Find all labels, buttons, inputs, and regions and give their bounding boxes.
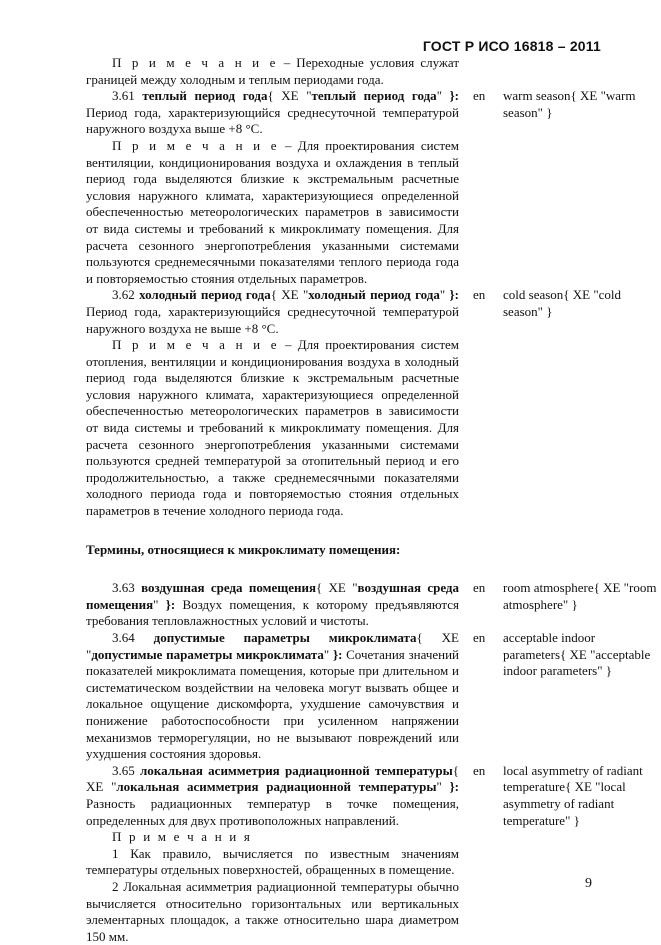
- notes-label: П р и м е ч а н и я: [112, 829, 253, 845]
- note-item-2: 2 Локальная асимметрия радиационной температуры обычно вычисляется относительно горизонтальных или вертикальных элементарных площадок, а также относительно шара диаметром 150 мм.: [86, 878, 459, 944]
- page-number: 9: [585, 876, 592, 891]
- english-equivalent: cold season{ XE "cold season" }: [503, 287, 622, 319]
- english-equivalent: room atmosphere{ XE "room atmosphere" }: [503, 580, 657, 612]
- language-code: en: [473, 287, 486, 303]
- section-heading-row: [86, 542, 660, 559]
- language-code: en: [473, 630, 486, 645]
- term-name: теплый период года: [142, 88, 268, 104]
- term-name: воздушная среда помещения: [141, 580, 316, 596]
- note-paragraph: П р и м е ч а н и е – Переходные условия служат границей между холодным и теплым периодами года.: [86, 55, 459, 87]
- note-transition-block: [86, 55, 660, 88]
- page-body: [86, 55, 660, 945]
- term-definition: 3.63 воздушная среда помещения{ XE "воздушная среда помещения" }: Воздух помещения, к которому предъявляются требования тепловлажностных условий и чистоты.: [86, 580, 460, 629]
- term-name: локальная асимметрия радиационной температуры: [140, 762, 453, 778]
- term-entry-3-65: [86, 763, 660, 945]
- english-equivalent: acceptable indoor parameters{ XE "acceptable indoor parameters" }: [503, 630, 651, 679]
- term-entry-3-63: [86, 580, 660, 630]
- note-paragraph: П р и м е ч а н и е – Для проектирования систем вентиляции, кондиционирования воздуха и охлаждения в теплый период года выделяются близкие к экстремальным расчетные условия наружного климата, характеризующиеся определенной обеспеченностью метеорологических параметров в зависимости от вида системы и требований к микроклимату помещения. Для расчета сезонного энергопотребления указанными системами пользуются среднемесячными показателями теплого периода года и повторяемостью стояния отдельных параметров.: [86, 137, 459, 286]
- language-code: en: [473, 762, 486, 778]
- note-item-1: 1 Как правило, вычисляется по известным значениям температуры отдельных поверхностей, обращенных в помещение.: [86, 845, 459, 878]
- document-standard-header: ГОСТ Р ИСО 16818 – 2011: [422, 38, 601, 54]
- english-equivalent: warm season{ XE "warm season" }: [503, 88, 636, 120]
- term-entry-3-64: [86, 630, 660, 763]
- term-definition: 3.61 теплый период года{ XE "теплый период года" }: Период года, характеризующийся среднесуточной температурой наружного воздуха выше +8 °С.: [86, 88, 460, 137]
- term-entry-3-61: [86, 88, 660, 287]
- term-definition: 3.62 холодный период года{ XE "холодный период года" }: Период года, характеризующийся среднесуточной температурой наружного воздуха не выше +8 °С.: [86, 287, 459, 336]
- term-name: холодный период года: [139, 287, 271, 303]
- english-equivalent: local asymmetry of radiant temperature{ XE "local asymmetry of radiant temperature" }: [503, 762, 643, 828]
- term-entry-3-62: [86, 287, 660, 519]
- term-definition: 3.65 локальная асимметрия радиационной температуры{ XE "локальная асимметрия радиационной температуры" }: Разность радиационных температур в точке помещения, определенных для двух противоположных направлений.: [86, 762, 460, 828]
- language-code: en: [473, 580, 486, 596]
- note-paragraph: П р и м е ч а н и е – Для проектирования систем отопления, вентиляции и кондиционирования воздуха в холодный период года выделяются близкие к экстремальным расчетные условия наружного климата, характеризующиеся определенной обеспеченностью метеорологических параметров в зависимости от вида системы и требований к микроклимату помещения. Для расчета сезонного энергопотребления указанными системами пользуются средней температурой за отопительный период и его продолжительностью, а также среднемесячными показателями холодного периода года и повторяемостью стояния отдельных параметров в течение холодного периода года.: [86, 337, 459, 519]
- term-definition: 3.64 допустимые параметры микроклимата{ XE "допустимые параметры микроклимата" }: Сочетания значений показателей микроклимата помещения, которые при длительном и систематическом воздействии на человека могут вызвать общее и локальное ощущение дискомфорта, ухудшение самочувствия и понижение работоспособности при усиленном напряжении механизмов терморегуляции, но не вызывают повреждений или ухудшения состояния здоровья.: [86, 630, 460, 762]
- language-code: en: [473, 88, 486, 104]
- term-name: допустимые параметры микроклимата: [153, 630, 417, 645]
- section-heading: Термины, относящиеся к микроклимату помещения:: [86, 541, 401, 557]
